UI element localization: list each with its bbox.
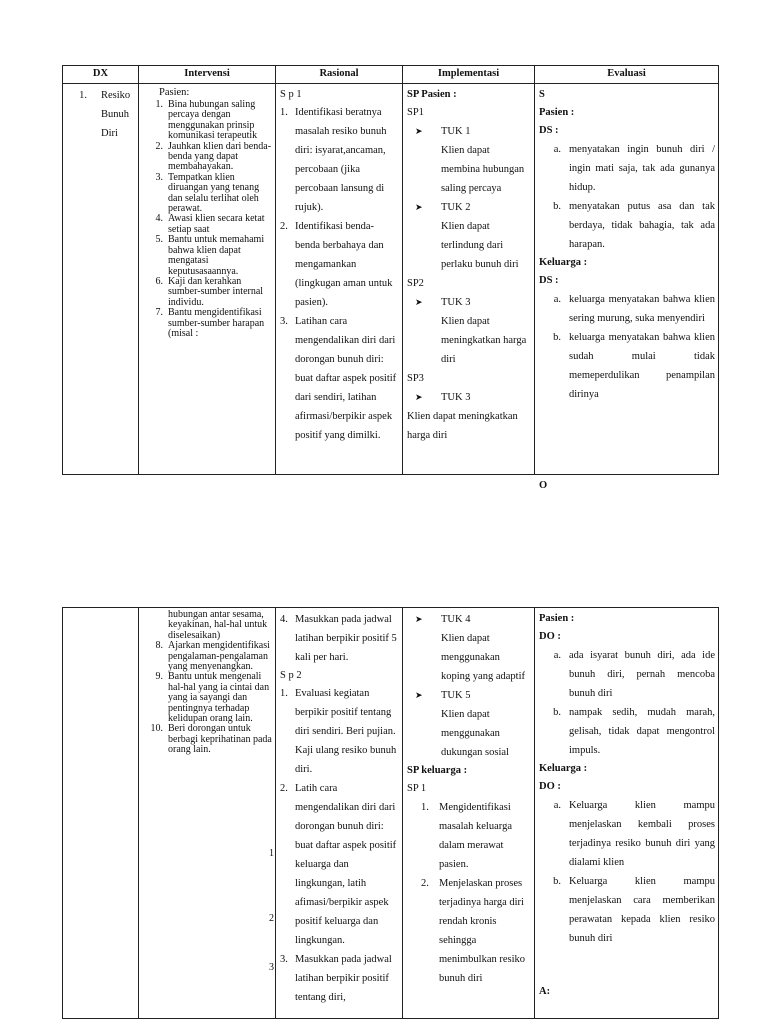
list-item: 6. Kaji dan kerahkan sumber-sumber internal individu. [155, 275, 264, 308]
evaluasi-cell [535, 84, 719, 491]
evaluasi-a-label: A: [539, 986, 551, 997]
list-item: 3. Masukkan pada jadwal latihan berpikir positif tentang diri, [280, 954, 392, 1003]
sp-pasien-heading: SP Pasien : [407, 89, 457, 100]
dx-line: Diri [101, 128, 118, 139]
header-implementasi: Implementasi [403, 66, 535, 84]
care-plan-table-part-1 [62, 65, 719, 491]
list-item: 8. Ajarkan mengidentifikasi pengalaman-pengalaman yang menyenangkan. [155, 640, 270, 673]
intervensi-continuation: hubungan antar sesama, keyakinan, hal-hal untuk diselesaikan) [168, 609, 268, 641]
evaluasi-s-label: S [539, 89, 545, 100]
evaluasi-do-list [539, 646, 715, 760]
table-row [63, 84, 719, 475]
list-item: 2. Identifikasi benda-benda berbahaya dan mengamankan (lingkugan aman untuk pasien). [280, 221, 393, 308]
tuk-detail: Klien dapat meningkatkan harga diri [407, 411, 518, 441]
tuk-item: ➤ TUK 3 [407, 293, 531, 312]
dx-cell [63, 84, 139, 475]
evaluasi-ds2-list [539, 290, 715, 404]
implementasi-cell [403, 608, 535, 1019]
side-number: 1 [269, 848, 274, 859]
list-item: b. nampak sedih, mudah marah, gelisah, tidak dapat mengontrol impuls. [553, 707, 715, 756]
tuk-detail: Klien dapat meningkatkan harga diri [441, 316, 527, 365]
side-number: 2 [269, 913, 274, 924]
header-intervensi: Intervensi [139, 66, 276, 84]
tuk-item: ➤ TUK 1 [407, 122, 531, 141]
tuk-item: ➤ TUK 4 [407, 610, 531, 629]
list-item: b. keluarga menyatakan bahwa klien sudah mulai tidak memeperdulikan penampilan dirinya [553, 332, 715, 400]
evaluasi-ds-label: DS : [539, 275, 559, 286]
arrow-icon: ➤ [415, 126, 423, 136]
evaluasi-do-label: DO : [539, 631, 561, 642]
list-item: 3. Latihan cara mengendalikan diri dari dorongan bunuh diri: buat daftar aspek positif dari sendiri, latihan afirmasi/berpikir aspek positif yang dimilki. [280, 316, 397, 441]
list-item: 1. Evaluasi kegiatan berpikir positif tentang diri sendiri. Beri pujian. Kaji ulang resiko bunuh diri. [280, 688, 397, 775]
dx-cell [63, 608, 139, 1019]
evaluasi-do-label: DO : [539, 781, 561, 792]
intervensi-cell [139, 608, 276, 1019]
list-item: 4. Masukkan pada jadwal latihan berpikir positif 5 kali per hari. [280, 614, 397, 663]
dx-line: Bunuh [101, 109, 130, 120]
list-item: b. Keluarga klien mampu menjelaskan cara memberikan perawatan kepada klien resiko bunuh diri [553, 876, 715, 944]
rasional-list-2 [280, 684, 399, 1007]
dx-line: Resiko [101, 90, 131, 101]
evaluasi-ds-list [539, 140, 715, 254]
evaluasi-pasien-label: Pasien : [539, 613, 575, 624]
care-plan-table-part-2 [62, 607, 719, 1019]
list-item: 1. Bina hubungan saling percaya dengan menggunakan prinsip komunikasi terapeutik [155, 99, 258, 142]
side-number: 3 [269, 962, 274, 973]
sp-label: SP 1 [407, 783, 427, 794]
arrow-icon: ➤ [415, 297, 423, 307]
list-item: 3. Tempatkan klien diruangan yang tenang dan selalu terlihat oleh perawat. [155, 171, 260, 215]
list-item: 2. Jauhkan klien dari benda-benda yang dapat membahayakan. [155, 140, 272, 173]
evaluasi-cell [535, 608, 719, 1019]
evaluasi-pasien-label: Pasien : [539, 107, 575, 118]
list-item: a. menyatakan ingin bunuh diri / ingin mati saja, tak ada gunanya hidup. [553, 144, 715, 193]
rasional-cell [276, 84, 403, 475]
arrow-icon: ➤ [415, 690, 423, 700]
implementasi-cell [403, 84, 535, 475]
intervensi-list [143, 100, 272, 339]
evaluasi-ds-label: DS : [539, 125, 559, 136]
list-item: 2. Latih cara mengendalikan diri dari dorongan bunuh diri: buat daftar aspek positif keluarga dan lingkungan, latih afimasi/berpikir aspek positif keluarga dan lingkungan. [280, 783, 397, 946]
implementasi-keluarga-list [407, 798, 531, 988]
list-item: 10. Beri dorongan untuk berbagi keprihatinan pada orang lain. [150, 723, 272, 756]
tuk-item: ➤ TUK 5 [407, 686, 531, 705]
dx-number: 1. [79, 90, 87, 101]
sp-label: SP1 [407, 107, 424, 118]
tuk-detail: Klien dapat terlindung dari perlaku bunuh diri [441, 221, 519, 270]
rasional-sp-heading: S p 1 [280, 89, 302, 100]
list-item: a. keluarga menyatakan bahwa klien sering murung, suka menyendiri [553, 294, 715, 324]
tuk-detail: Klien dapat menggunakan koping yang adaptif [441, 633, 525, 682]
list-item: 1. Identifikasi beratnya masalah resiko bunuh diri: isyarat,ancaman, percobaan (jika percobaan lansung di rujuk). [280, 107, 387, 213]
list-item: 1. Mengidentifikasi masalah keluarga dalam merawat pasien. [421, 802, 512, 870]
intervensi-list [143, 641, 272, 755]
list-item: a. ada isyarat bunuh diri, ada ide bunuh diri, pernah mencoba bunuh diri [553, 650, 715, 699]
rasional-list [280, 103, 399, 445]
rasional-list [280, 610, 399, 667]
arrow-icon: ➤ [415, 392, 423, 402]
list-item: 9. Bantu untuk mengenali hal-hal yang ia cintai dan yang ia sayangi dan pentingnya terhadap kelidupan orang lain. [155, 671, 270, 725]
tuk-detail: Klien dapat menggunakan dukungan sosial [441, 709, 509, 758]
list-item: a. Keluarga klien mampu menjelaskan kembali proses terjadinya resiko bunuh diri yang dialami klien [553, 800, 715, 868]
evaluasi-keluarga-label: Keluarga : [539, 257, 588, 268]
sp-label: SP3 [407, 373, 424, 384]
intervensi-label: Pasien: [159, 87, 190, 98]
list-item: b. menyatakan putus asa dan tak berdaya, tidak bahagia, tak ada harapan. [553, 201, 715, 250]
table-row [63, 608, 719, 1019]
header-rasional: Rasional [276, 66, 403, 84]
list-item: 2. Menjelaskan proses terjadinya harga diri rendah kronis sehingga menimbulkan resiko bunuh diri [421, 878, 526, 984]
rasional-sp-heading: S p 2 [280, 670, 302, 681]
list-item: 7. Bantu mengidentifikasi sumber-sumber harapan (misal : [155, 307, 265, 339]
sp-keluarga-heading: SP keluarga : [407, 765, 468, 776]
list-item: 4. Awasi klien secara ketat setiap saat [155, 213, 265, 235]
sp-label: SP2 [407, 278, 424, 289]
rasional-cell [276, 608, 403, 1019]
tuk-detail: Klien dapat membina hubungan saling percaya [441, 145, 525, 194]
tuk-item: ➤ TUK 3 [407, 388, 531, 407]
list-item: 5. Bantu untuk memahami bahwa klien dapat mengatasi keputusasaannya. [155, 234, 265, 277]
intervensi-cell [139, 84, 276, 475]
table-header-row [63, 66, 719, 84]
header-evaluasi: Evaluasi [535, 66, 719, 84]
arrow-icon: ➤ [415, 614, 423, 624]
evaluasi-keluarga-label: Keluarga : [539, 763, 588, 774]
header-dx: DX [63, 66, 139, 84]
arrow-icon: ➤ [415, 202, 423, 212]
evaluasi-o-label: O [539, 480, 548, 491]
evaluasi-do2-list [539, 796, 715, 948]
tuk-item: ➤ TUK 2 [407, 198, 531, 217]
